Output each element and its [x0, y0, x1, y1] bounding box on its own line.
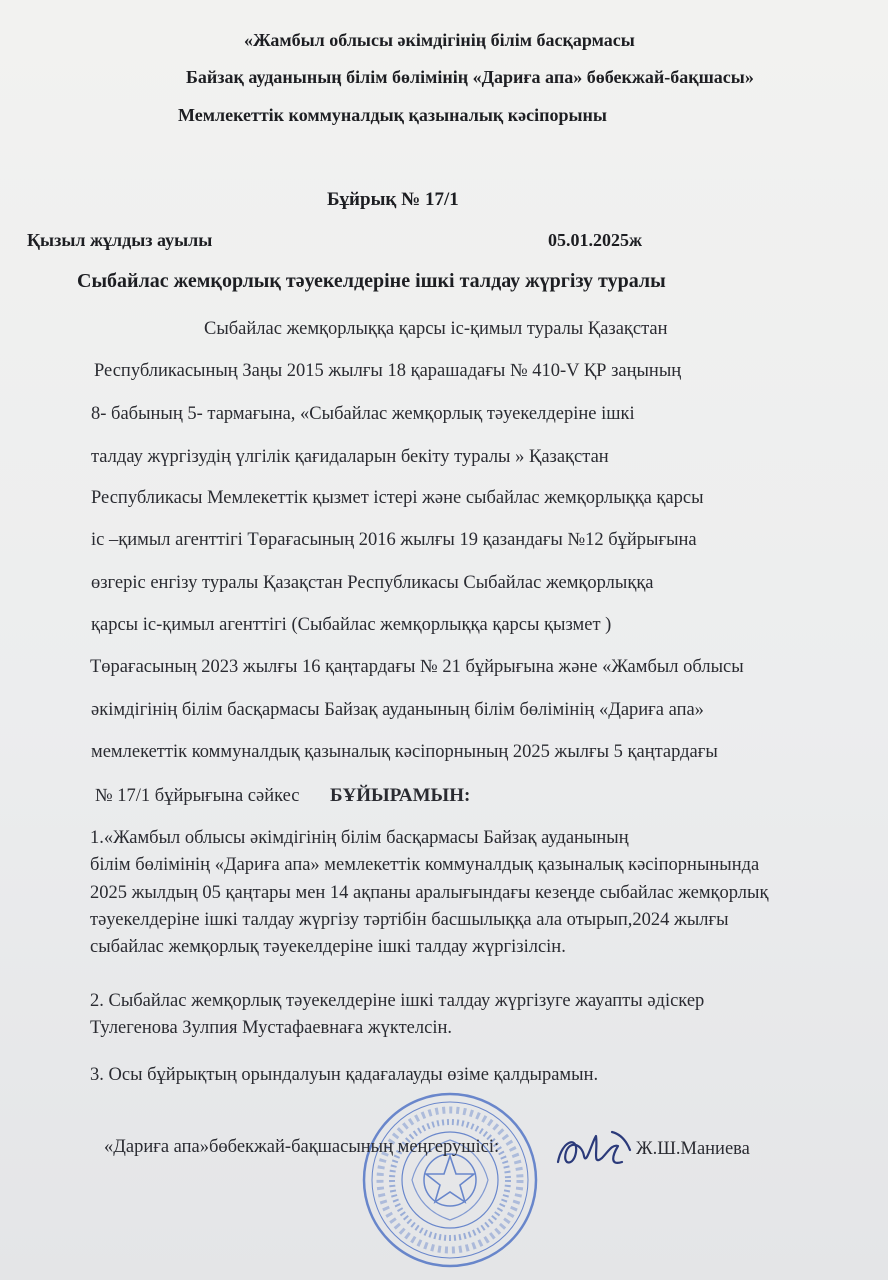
preamble-line: Республикасы Мемлекеттік қызмет істері және сыбайлас жемқорлыққа қарсы [91, 488, 704, 508]
preamble-line: қарсы іс-қимыл агенттігі (Сыбайлас жемқорлыққа қарсы қызмет ) [91, 615, 612, 635]
header-line-2: Байзақ ауданының білім бөлімінің «Дариға апа» бөбекжай-бақшасы» [186, 67, 754, 87]
order-number: Бұйрық № 17/1 [327, 189, 459, 210]
preamble-line: әкімдігінің білім басқармасы Байзақ ауданының білім бөлімінің «Дариға апа» [91, 700, 704, 720]
preamble-line: 8- бабының 5- тармағына, «Сыбайлас жемқорлық тәуекелдеріне ішкі [91, 404, 635, 424]
item-2-line: Тулегенова Зулпия Мустафаевнаға жүктелсін. [90, 1018, 452, 1038]
item-1-line: 2025 жылдың 05 қаңтары мен 14 ақпаны аралығындағы кезеңде сыбайлас жемқорлық [90, 883, 769, 903]
preamble-line: талдау жүргізудің үлгілік қағидаларын бекіту туралы » Қазақстан [91, 447, 609, 467]
preamble-line: Төрағасының 2023 жылғы 16 қаңтардағы № 21 бұйрығына және «Жамбыл облысы [90, 657, 744, 677]
handwritten-signature [552, 1122, 632, 1178]
item-1-line: білім бөлімінің «Дариға апа» мемлекеттік коммуналдық қазыналық кәсіпорнынында [90, 855, 760, 875]
order-place: Қызыл жұлдыз ауылы [27, 230, 213, 250]
preamble-line: өзгеріс енгізу туралы Қазақстан Республикасы Сыбайлас жемқорлыққа [91, 573, 654, 593]
signoff-position: «Дариға апа»бөбекжай-бақшасының меңгерушісі: [104, 1137, 500, 1157]
item-2-line: 2. Сыбайлас жемқорлық тәуекелдеріне ішкі талдау жүргізуге жауапты әдіскер [90, 991, 705, 1011]
order-word: БҰЙЫРАМЫН: [330, 785, 471, 806]
header-line-3: Мемлекеттік коммуналдық қазыналық кәсіпорыны [178, 105, 607, 125]
preamble-line: Сыбайлас жемқорлыққа қарсы іс-қимыл туралы Қазақстан [204, 319, 668, 339]
header-line-1: «Жамбыл облысы әкімдігінің білім басқармасы [244, 30, 635, 50]
preamble-line: іс –қимыл агенттігі Төрағасының 2016 жылғы 19 қазандағы №12 бұйрығына [91, 530, 697, 550]
preamble-line: Республикасының Заңы 2015 жылғы 18 қарашадағы № 410-V ҚР заңының [94, 361, 682, 381]
order-date: 05.01.2025ж [548, 230, 643, 250]
signoff-name: Ж.Ш.Маниева [636, 1139, 750, 1159]
item-1-line: 1.«Жамбыл облысы әкімдігінің білім басқармасы Байзақ ауданының [90, 828, 629, 848]
preamble-line: № 17/1 бұйрығына сәйкес [95, 786, 300, 806]
item-1-line: тәуекелдеріне ішкі талдау жүргізу тәртібін басшылыққа ала отырып,2024 жылғы [90, 910, 729, 930]
order-title: Сыбайлас жемқорлық тәуекелдеріне ішкі талдау жүргізу туралы [77, 270, 666, 292]
preamble-line: мемлекеттік коммуналдық қазыналық кәсіпорнының 2025 жылғы 5 қаңтардағы [91, 742, 718, 762]
item-1-line: сыбайлас жемқорлық тәуекелдеріне ішкі талдау жүргізілсін. [90, 937, 566, 957]
round-seal-stamp [360, 1090, 540, 1270]
item-3-line: 3. Осы бұйрықтың орындалуын қадағалауды өзіме қалдырамын. [90, 1065, 599, 1085]
